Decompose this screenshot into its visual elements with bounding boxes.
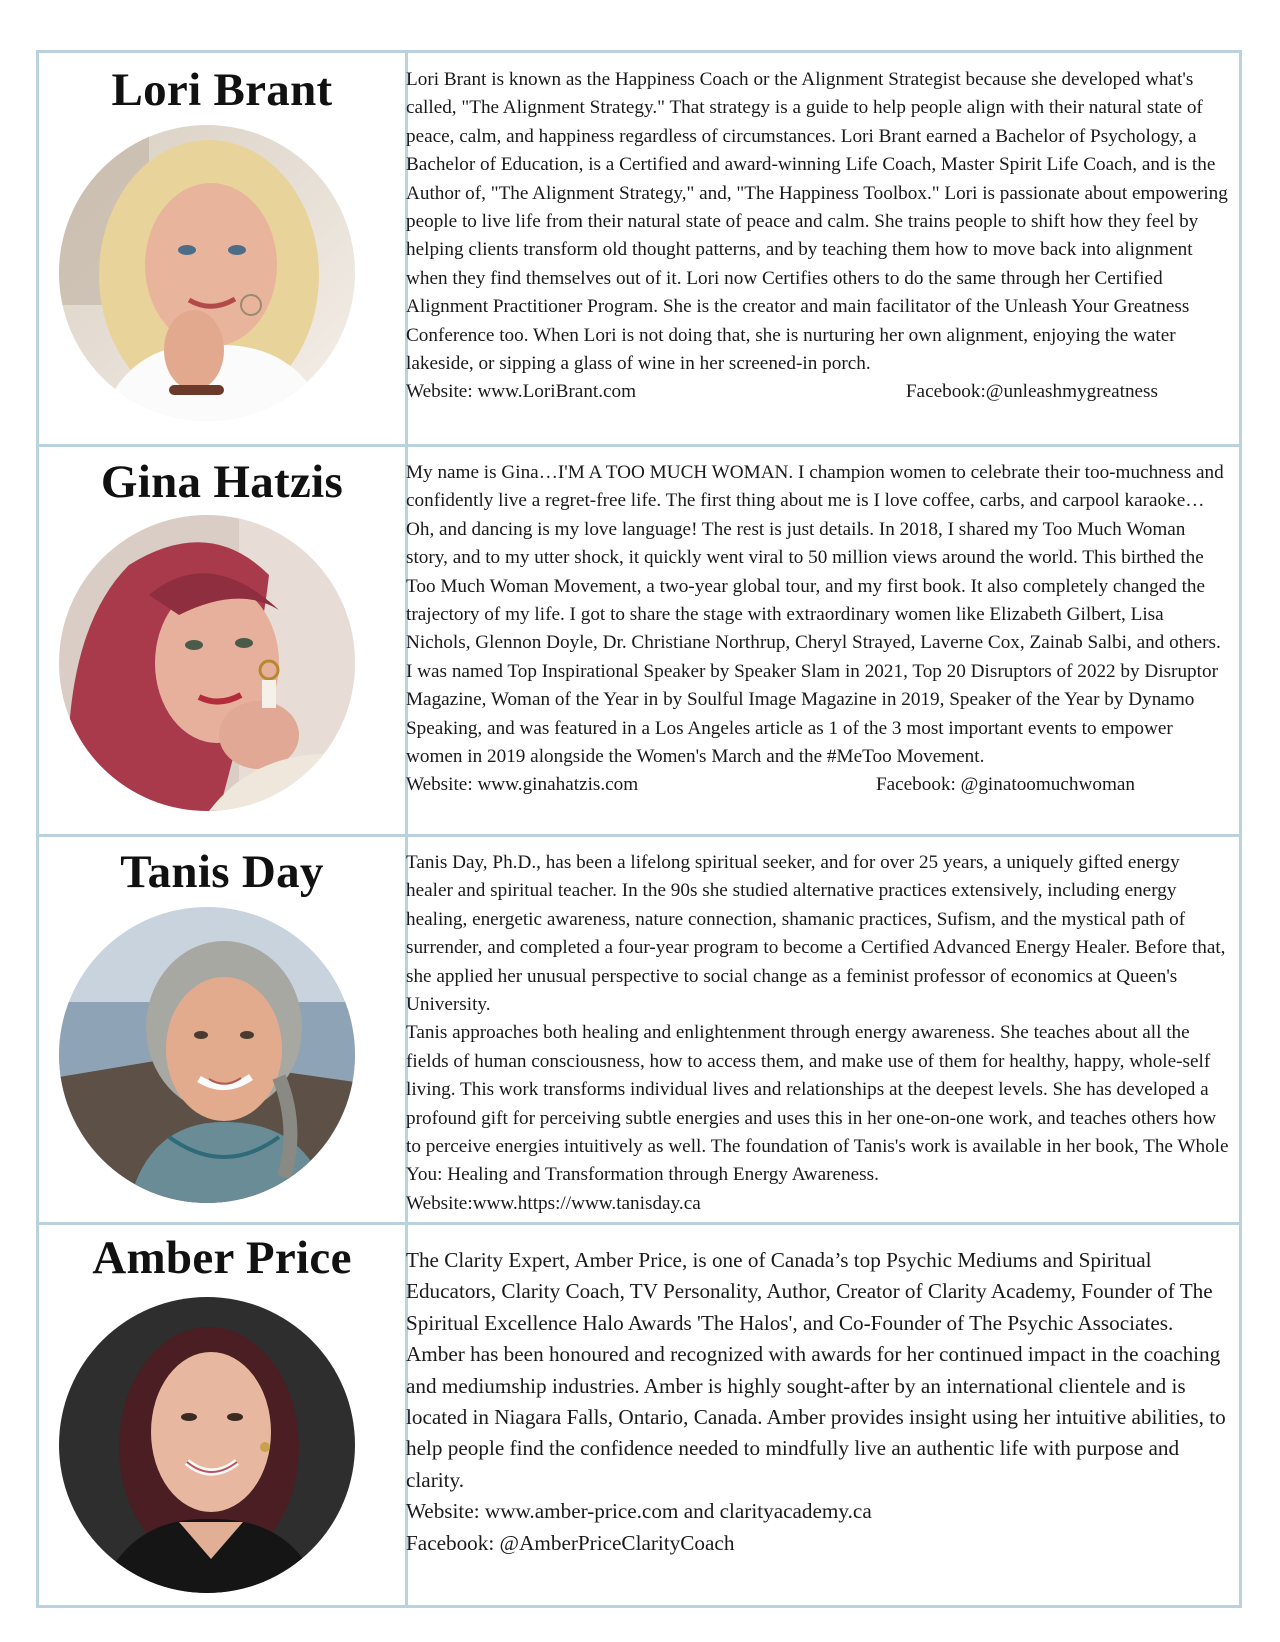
facebook-link[interactable]: Facebook: @AmberPriceClarityCoach [406, 1530, 735, 1555]
bio-paragraph: The Clarity Expert, Amber Price, is one of Canada’s top Psychic Mediums and Spiritual Educators, Clarity Coach, TV Personality, Author, Creator of Clarity Academy, Founder of The Spiritual Excellence Halo Awards 'The Halos', and Co-Founder of The Psychic Associates. [406, 1248, 1213, 1335]
portrait-icon [59, 515, 355, 811]
contact-links [406, 378, 1231, 406]
speaker-name: Gina Hatzis [100, 456, 344, 508]
speaker-photo-gina-hatzis [59, 515, 355, 811]
speaker-row-tanis-day [39, 834, 1239, 1222]
speaker-photo-lori-brant [59, 125, 355, 421]
portrait-icon [59, 1297, 355, 1593]
speaker-photo-amber-price [59, 1297, 355, 1593]
facebook-link[interactable]: Facebook: @ginatoomuchwoman [875, 774, 1135, 796]
speaker-name: Tanis Day [120, 846, 324, 898]
bio-paragraph: My name is Gina…I'M A TOO MUCH WOMAN. I champion women to celebrate their too-muchness and confidently live a regret-free life. The first thing about me is I love coffee, carbs, and carpool karaoke… Oh, and dancing is my love language! The rest is just details. In 2018, I shared my Too Much Woman story, and to my utter shock, it quickly went viral to 50 million views around the world. This birthed the Too Much Woman Movement, a two-year global tour, and my first book. It also completely changed the trajectory of my life. I got to share the stage with extraordinary women like Elizabeth Gilbert, Lisa Nichols, Glennon Doyle, Dr. Christiane Northrup, Cheryl Strayed, Laverne Cox, Zainab Salbi, and others. I was named Top Inspirational Speaker by Speaker Slam in 2021, Top 20 Disruptors of 2022 by Disruptor Magazine, Woman of the Year in by Soulful Image Magazine in 2019, Speaker of the Year by Dynamo Speaking, and was featured in a Los Angeles article as 1 of the 3 most important events to empower women in 2019 alongside the Women's March and the #MeToo Movement. [406, 462, 1224, 768]
speaker-row-gina-hatzis [39, 444, 1239, 834]
speaker-name: Amber Price [92, 1232, 352, 1284]
website-link[interactable]: Website: www.ginahatzis.com [406, 774, 639, 796]
contact-links [406, 1190, 1231, 1218]
website-link[interactable]: Website: www.LoriBrant.com [406, 381, 637, 403]
portrait-icon [59, 907, 355, 1203]
speaker-table [36, 50, 1242, 1608]
bio-paragraph: Amber has been honoured and recognized with awards for her continued impact in the coaching and mediumship industries. Amber is highly sought-after by an international clientele and is located in Niagara Falls, Ontario, Canada. Amber provides insight using her intuitive abilities, to help people find the confidence needed to mindfully live an authentic life with purpose and clarity. [406, 1342, 1226, 1492]
speaker-row-lori-brant [39, 53, 1239, 444]
bio-paragraph: Lori Brant is known as the Happiness Coach or the Alignment Strategist because she developed what's called, "The Alignment Strategy." That strategy is a guide to help people align with their natural state of peace, calm, and happiness regardless of circumstances. Lori Brant earned a Bachelor of Psychology, a Bachelor of Education, is a Certified and award-winning Life Coach, Master Spirit Life Coach, and is the Author of, "The Alignment Strategy," and, "The Happiness Toolbox." Lori is passionate about empowering people to live life from their natural state of peace and calm. She trains people to shift how they feel by helping clients transform old thought patterns, and by teaching them how to move back into alignment when they find themselves out of it. Lori now Certifies others to do the same through her Certified Alignment Practitioner Program. She is the creator and main facilitator of the Unleash Your Greatness Conference too. When Lori is not doing that, she is nurturing her own alignment, enjoying the water lakeside, or sipping a glass of wine in her screened-in porch. [406, 69, 1228, 375]
speaker-bio [406, 1245, 1231, 1559]
speaker-photo-tanis-day [59, 907, 355, 1203]
facebook-link[interactable]: Facebook:@unleashmygreatness [905, 381, 1158, 403]
bio-paragraph: Tanis Day, Ph.D., has been a lifelong spiritual seeker, and for over 25 years, a uniquely gifted energy healer and spiritual teacher. In the 90s she studied alternative practices extensively, including energy healing, energetic awareness, nature connection, shamanic practices, Sufism, and the mystical path of surrender, and completed a four-year program to become a Certified Advanced Energy Healer. Before that, she applied her unusual perspective to social change as a feminist professor of economics at Queen's University. [406, 852, 1226, 1016]
portrait-icon [59, 125, 355, 421]
speaker-row-amber-price [39, 1222, 1239, 1605]
bio-paragraph: Tanis approaches both healing and enlightenment through energy awareness. She teaches about all the fields of human consciousness, how to access them, and make use of them for healthy, happy, whole-self living. This work transforms individual lives and relationships at the deepest levels. She has developed a profound gift for perceiving subtle energies and uses this in her one-on-one work, and teaches others how to perceive energies intuitively as well. The foundation of Tanis's work is available in her book, The Whole You: Healing and Transformation through Energy Awareness. [406, 1022, 1229, 1186]
speaker-bio [406, 66, 1231, 407]
contact-links [406, 771, 1231, 799]
speaker-bio [406, 849, 1231, 1218]
speaker-bio [406, 459, 1231, 800]
website-link[interactable]: Website: www.amber-price.com and clarityacademy.ca [406, 1499, 872, 1524]
website-link[interactable]: Website:www.https://www.tanisday.ca [406, 1192, 701, 1214]
speaker-name: Lori Brant [111, 64, 333, 116]
